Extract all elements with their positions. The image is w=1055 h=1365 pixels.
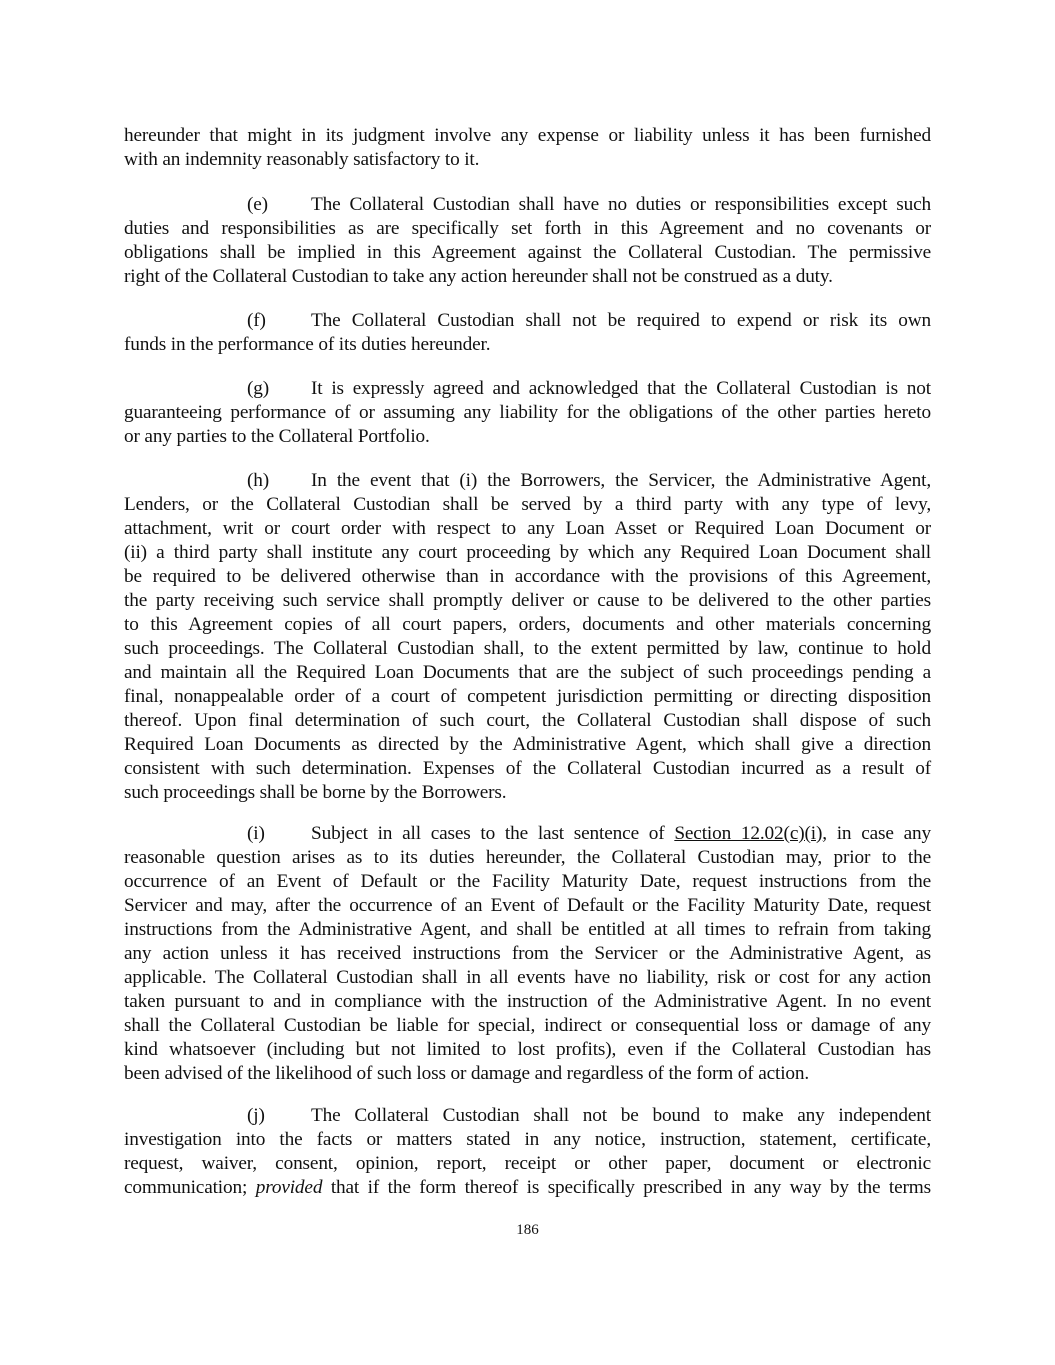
paragraph-e: [124, 193, 931, 289]
text-line: applicable. The Collateral Custodian shall in all events have no liability, risk or cost for any action: [124, 967, 931, 988]
text-line: Lenders, or the Collateral Custodian shall be served by a third party with any type of levy,: [124, 494, 931, 515]
clause-label: (e): [247, 194, 268, 215]
text-line: [124, 193, 931, 217]
clause-label: (i): [247, 823, 265, 844]
text-line: [124, 1176, 931, 1200]
clause-first-line: It is expressly agreed and acknowledged that the Collateral Custodian is not: [311, 378, 931, 399]
clause-first-line: The Collateral Custodian shall not be required to expend or risk its own: [311, 310, 931, 331]
paragraph-continuation: [124, 124, 931, 172]
text-line: Required Loan Documents as directed by the Administrative Agent, which shall give a direction: [124, 734, 931, 755]
text-line: investigation into the facts or matters stated in any notice, instruction, statement, certificate,: [124, 1129, 931, 1150]
text-line: and maintain all the Required Loan Documents that are the subject of such proceedings pending a: [124, 662, 931, 683]
text-line: Servicer and may, after the occurrence of an Event of Default or the Facility Maturity Date, request: [124, 895, 931, 916]
text-line: such proceedings shall be borne by the Borrowers.: [124, 782, 507, 803]
text-line: be required to be delivered otherwise than in accordance with the provisions of this Agreement,: [124, 566, 931, 587]
text-line: [124, 377, 931, 401]
section-reference-link[interactable]: Section 12.02(c)(i): [674, 823, 823, 844]
paragraph-i: [124, 822, 931, 1086]
text-line: duties and responsibilities as are specifically set forth in this Agreement and no covenants or: [124, 218, 931, 239]
clause-first-line: In the event that (i) the Borrowers, the Servicer, the Administrative Agent,: [311, 470, 931, 491]
text-line: reasonable question arises as to its duties hereunder, the Collateral Custodian may, prior to the: [124, 847, 931, 868]
italic-term: provided: [255, 1177, 323, 1198]
clause-label: (j): [247, 1105, 265, 1126]
paragraph-h: [124, 469, 931, 805]
text-line: right of the Collateral Custodian to take any action hereunder shall not be construed as a duty.: [124, 266, 833, 287]
clause-label: (h): [247, 470, 270, 491]
clause-text: communication;: [124, 1177, 256, 1198]
paragraph-g: [124, 377, 931, 449]
clause-text: that if the form thereof is specifically prescribed in any way by the terms: [322, 1177, 931, 1198]
text-line: been advised of the likelihood of such loss or damage and regardless of the form of action.: [124, 1063, 810, 1084]
clause-text: , in case any: [822, 823, 931, 844]
text-line: hereunder that might in its judgment involve any expense or liability unless it has been furnished: [124, 125, 931, 146]
text-line: such proceedings. The Collateral Custodian shall, to the extent permitted by law, continue to hold: [124, 638, 931, 659]
text-line: [124, 469, 931, 493]
page-number: 186: [516, 1222, 539, 1238]
clause-text: Subject in all cases to the last sentence of: [311, 823, 675, 844]
text-line: instructions from the Administrative Agent, and shall be entitled at all times to refrain from taking: [124, 919, 931, 940]
text-line: attachment, writ or court order with respect to any Loan Asset or Required Loan Document or: [124, 518, 931, 539]
clause-label: (g): [247, 378, 270, 399]
text-line: request, waiver, consent, opinion, report, receipt or other paper, document or electronic: [124, 1153, 931, 1174]
text-line: with an indemnity reasonably satisfactory to it.: [124, 149, 480, 170]
text-line: obligations shall be implied in this Agreement against the Collateral Custodian. The permissive: [124, 242, 931, 263]
text-line: shall the Collateral Custodian be liable for special, indirect or consequential loss or damage of any: [124, 1015, 931, 1036]
text-line: to this Agreement copies of all court papers, orders, documents and other materials concerning: [124, 614, 931, 635]
clause-first-line: The Collateral Custodian shall have no duties or responsibilities except such: [311, 194, 931, 215]
text-line: [124, 822, 931, 846]
text-line: [124, 1104, 931, 1128]
text-line: (ii) a third party shall institute any court proceeding by which any Required Loan Document shall: [124, 542, 931, 563]
text-line: thereof. Upon final determination of such court, the Collateral Custodian shall dispose of such: [124, 710, 931, 731]
text-line: guaranteeing performance of or assuming any liability for the obligations of the other parties hereto: [124, 402, 931, 423]
clause-label: (f): [247, 310, 266, 331]
text-line: final, nonappealable order of a court of competent jurisdiction permitting or directing disposition: [124, 686, 931, 707]
text-line: [124, 309, 931, 333]
paragraph-j: [124, 1104, 931, 1200]
text-line: or any parties to the Collateral Portfolio.: [124, 426, 430, 447]
paragraph-f: [124, 309, 931, 357]
text-line: any action unless it has received instructions from the Servicer or the Administrative Agent, as: [124, 943, 931, 964]
clause-first-line: The Collateral Custodian shall not be bound to make any independent: [311, 1105, 931, 1126]
text-line: the party receiving such service shall promptly deliver or cause to be delivered to the other parties: [124, 590, 931, 611]
text-line: funds in the performance of its duties hereunder.: [124, 334, 491, 355]
text-line: kind whatsoever (including but not limited to lost profits), even if the Collateral Custodian has: [124, 1039, 931, 1060]
text-line: occurrence of an Event of Default or the Facility Maturity Date, request instructions from the: [124, 871, 931, 892]
text-line: taken pursuant to and in compliance with the instruction of the Administrative Agent. In no event: [124, 991, 931, 1012]
text-line: consistent with such determination. Expenses of the Collateral Custodian incurred as a result of: [124, 758, 931, 779]
